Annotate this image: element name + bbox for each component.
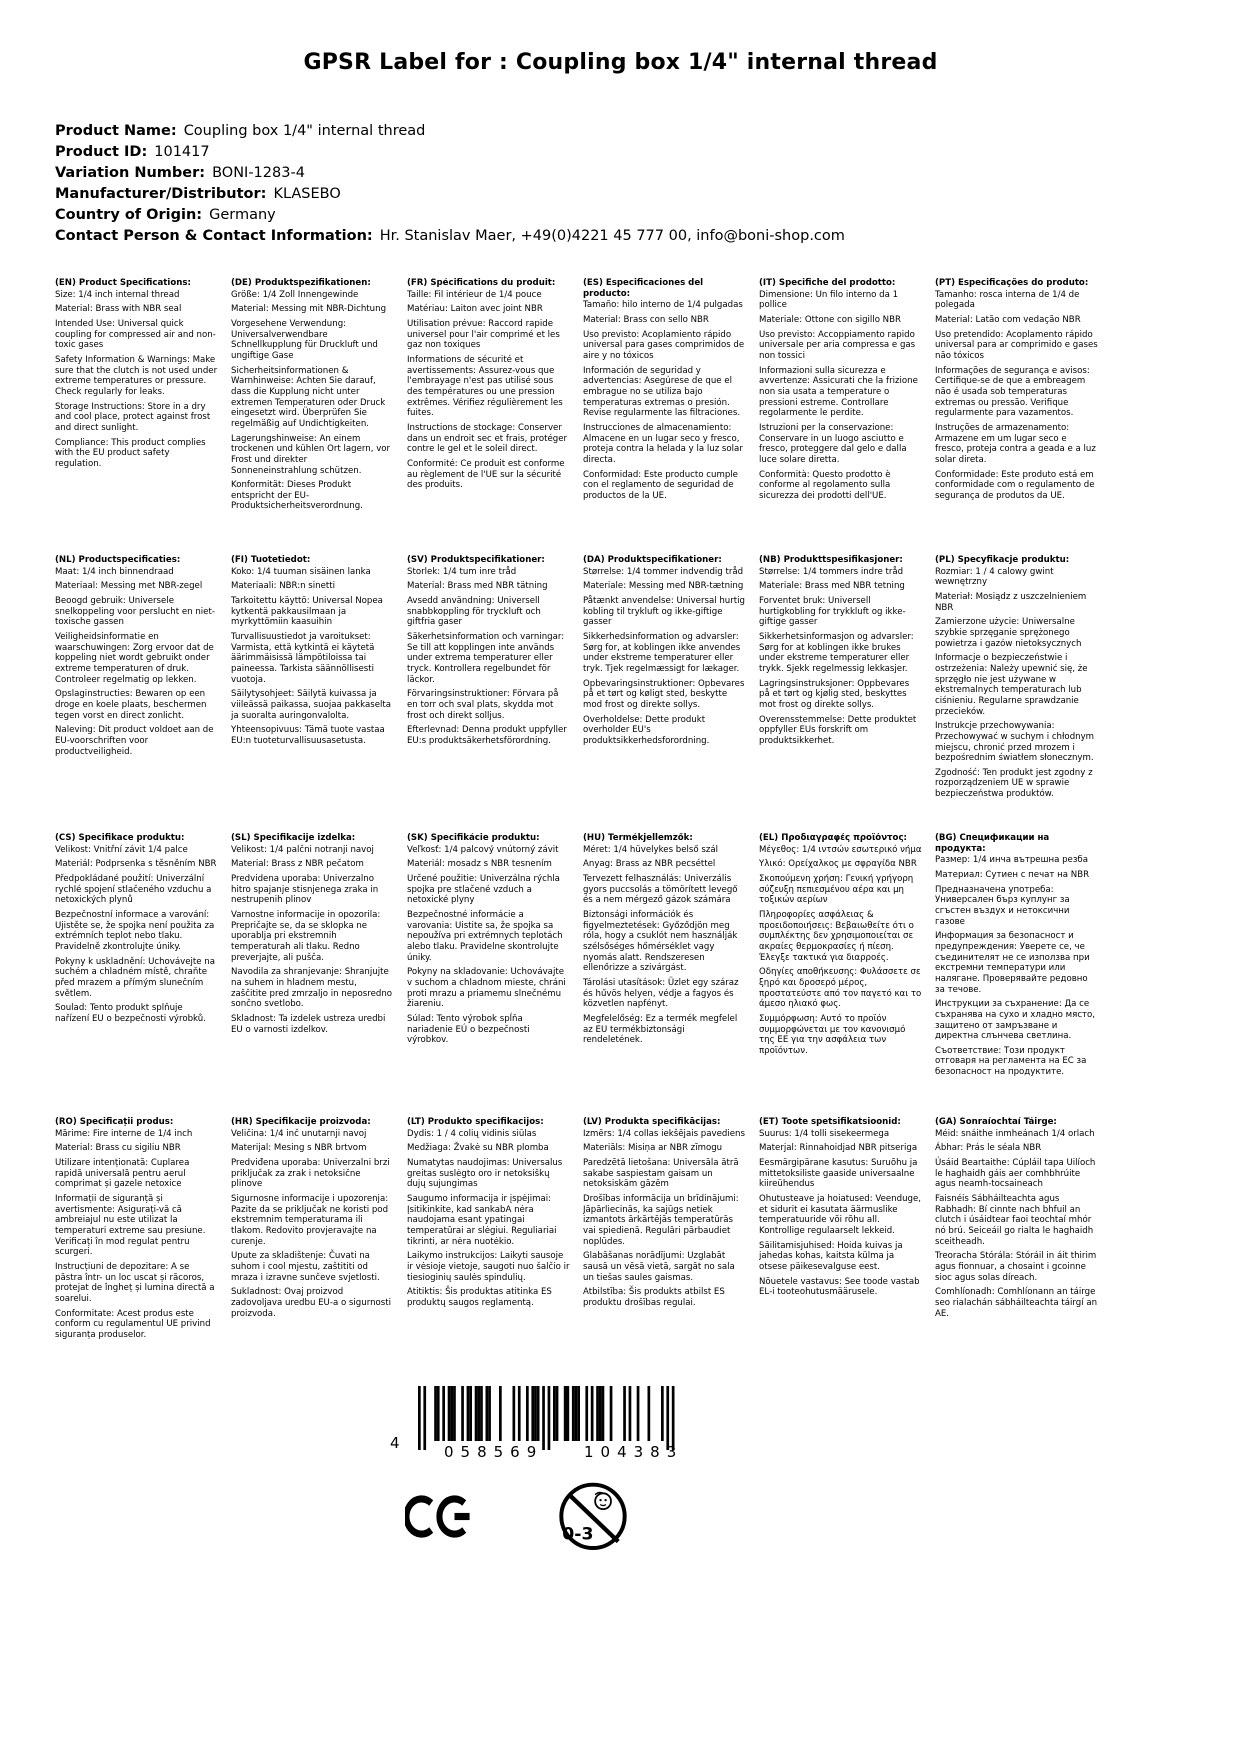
lang-block-sl [231, 833, 394, 1039]
lang-paragraph: Istruzioni per la conservazione: Conservare in un luogo asciutto e fresco, proteggere dal gelo e dalla luce solare diretta. [759, 422, 907, 465]
lang-paragraph: Instruções de armazenamento: Armazene em um lugar seco e fresco, proteja contra a geada e a luz solar direta. [935, 422, 1096, 465]
page-title: GPSR Label for : Coupling box 1/4" internal thread [303, 50, 938, 75]
lang-paragraph: Faisnéis Sábháilteachta agus Rabhadh: Bí cinnte nach bhfuil an clutch i úsáidtear faoi teochtaí mhór nó brú. Seiceáil go rialta le haghaidh sceitheadh. [935, 1193, 1094, 1247]
lang-paragraph: Förvaringsinstruktioner: Förvara på en torr och sval plats, skydda mot frost och direkt solljus. [407, 689, 559, 721]
lang-block-header: (DE) Produktspezifikationen: [231, 278, 371, 288]
lang-paragraph: Megfelelőség: Ez a termék megfelel az EU termékbiztonsági rendeletének. [583, 1013, 738, 1046]
lang-paragraph: Overholdelse: Dette produkt overholder EU's produktsikkerhedsforordning. [583, 714, 710, 746]
lang-block-header: (HU) Termékjellemzők: [583, 833, 693, 843]
lang-block-header: (ES) Especificaciones del producto: [583, 278, 704, 299]
lang-block-sk [407, 833, 570, 1050]
lang-block-fr [407, 278, 570, 495]
lang-paragraph: Säilitamisjuhised: Hoida kuivas ja jahedas kohas, kaitsta külma ja otsese päikesevalguse eest. [759, 1240, 903, 1272]
country-of-origin-label: Country of Origin: [55, 207, 203, 223]
lang-paragraph: Tárolási utasítások: Üzlet egy száraz és hűvös helyen, védje a fagyos és közvetlen napfényt. [583, 977, 739, 1010]
lang-paragraph: Instrukcje przechowywania: Przechowywać w suchym i chłodnym miejscu, chronić przed mrozem i bezpośrednim światłem słonecznym. [935, 721, 1095, 764]
lang-paragraph: Opslaginstructies: Bewaren op een droge en koele plaats, beschermen tegen vorst en direct zonlicht. [55, 689, 207, 721]
lang-block-hr [231, 1117, 394, 1323]
lang-paragraph: Materiale: Messing med NBR-tætning [583, 581, 744, 592]
lang-paragraph: Navodila za shranjevanje: Shranjujte na suhem in hladnem mestu, zaščitite pred zmrzaljo in neposredno sončno svetlobo. [231, 967, 393, 1010]
barcode [388, 1386, 688, 1471]
lang-paragraph: Maat: 1/4 inch binnendraad [55, 566, 174, 577]
lang-paragraph: Vorgesehene Verwendung: Universalverwendbare Schnellkupplung für Druckluft und ungiftige Gase [231, 318, 378, 361]
lang-paragraph: Zgodność: Ten produkt jest zgodny z rozporządzeniem UE w sprawie bezpieczeństwa produktów. [935, 767, 1093, 800]
lang-paragraph: Dydis: 1 / 4 colių vidinis siūlas [407, 1128, 537, 1139]
lang-paragraph: Veľkosť: 1/4 palcový vnútorný závit [407, 844, 559, 855]
lang-paragraph: Nõuetele vastavus: See toode vastab EL-i tooteohutusmäärusele. [759, 1276, 920, 1298]
lang-paragraph: Určené použitie: Univerzálna rýchla spojka pre stlačené vzduch a netoxické plyny [407, 873, 560, 906]
lang-paragraph: Lagringsinstruksjoner: Oppbevares på et tørt og kjølig sted, beskyttes mot frost og direkte sollys. [759, 678, 910, 710]
lang-paragraph: Påtænkt anvendelse: Universal hurtig kobling til trykluft og ikke-giftige gasser [583, 595, 745, 628]
barcode-bars [418, 1386, 675, 1450]
lang-paragraph: Materiál: Podprsenka s těsněním NBR [55, 859, 217, 870]
lang-block-cs [55, 833, 218, 1029]
lang-paragraph: Konformität: Dieses Produkt entspricht der EU-Produktsicherheitsverordnung. [231, 480, 363, 512]
lang-paragraph: Størrelse: 1/4 tommer indvendig tråd [583, 566, 744, 577]
lang-block-header: (FI) Tuotetiedot: [231, 555, 311, 565]
lang-paragraph: Biztonsági információk és figyelmeztetések: Győződjön meg róla, hogy a csuklót nem használják szélsőséges hőmérséklet vagy nyomás alatt. Rendszeresen ellenőrizze a szivárgást. [583, 909, 738, 974]
variation-number-row [55, 163, 845, 184]
lang-paragraph: Opbevaringsinstruktioner: Opbevares på et tørt og køligt sted, beskytte mod frost og direkte sollys. [583, 678, 745, 710]
lang-paragraph: Материал: Сутиен с печат на NBR [935, 869, 1090, 880]
lang-paragraph: Materjal: Rinnahoidjad NBR pitseriga [759, 1143, 918, 1154]
lang-paragraph: Skladnost: Ta izdelek ustreza uredbi EU o varnosti izdelkov. [231, 1013, 386, 1035]
lang-paragraph: Material: Latão com vedação NBR [935, 314, 1081, 325]
lang-paragraph: Uso pretendido: Acoplamento rápido universal para ar comprimido e gases não tóxicos [935, 329, 1098, 361]
lang-block-sv [407, 555, 570, 751]
lang-paragraph: Atbilstība: Šis produkts atbilst ES produktu drošības regulai. [583, 1287, 725, 1308]
lang-paragraph: Συμμόρφωση: Αυτό το προϊόν συμμορφώνεται με τον κανονισμό της ΕΕ για την ασφάλεια των προϊόντων. [759, 1013, 906, 1056]
lang-block-et [759, 1117, 922, 1302]
lang-paragraph: Efterlevnad: Denna produkt uppfyller EU:s produktsäkerhetsförordning. [407, 725, 567, 746]
lang-paragraph: Informații de siguranță și avertismente: Asigurați-vă că ambreiajul nu este utilizat la temperaturi extreme sau presiune. Verificați în mod regulat pentru scurgeri. [55, 1193, 206, 1258]
lang-paragraph: Atitiktis: Šis produktas atitinka ES produktų saugos reglamentą. [407, 1287, 552, 1308]
lang-paragraph: Předpokládané použití: Univerzální rychlé spojení stlačeného vzduchu a netoxických plynů [55, 873, 212, 906]
lang-paragraph: Material: Messing mit NBR-Dichtung [231, 304, 387, 315]
lang-paragraph: Material: Brass con sello NBR [583, 314, 709, 325]
lang-paragraph: Utilizare intenționată: Cuplarea rapidă universală pentru aerul comprimat și gazele netoxice [55, 1157, 190, 1190]
lang-block-header: (DA) Produktspecifikationer: [583, 555, 722, 565]
manufacturer-value: KLASEBO [273, 186, 341, 202]
lang-paragraph: Οδηγίες αποθήκευσης: Φυλάσσετε σε ξηρό και δροσερό μέρος, προστατεύστε από τον παγετό και το άμεσο ηλιακό φως. [759, 967, 922, 1010]
lang-paragraph: Mărime: Fire interne de 1/4 inch [55, 1128, 193, 1139]
lang-block-header: (SK) Špecifikácie produktu: [407, 833, 540, 843]
lang-block-es [583, 278, 746, 505]
lang-paragraph: Instrucțiuni de depozitare: A se păstra într- un loc uscat și răcoros, protejat de îngheț și lumina directă a soarelui. [55, 1261, 215, 1304]
lang-block-header: (NB) Produkttspesifikasjoner: [759, 555, 903, 565]
lang-paragraph: Materiaali: NBR:n sinetti [231, 581, 336, 592]
lang-block-header: (EN) Product Specifications: [55, 278, 191, 288]
lang-paragraph: Taille: Fil intérieur de 1/4 pouce [407, 289, 542, 300]
lang-paragraph: Comhlíonadh: Comhlíonann an táirge seo rialachán sábháilteachta táirgí an AE. [935, 1287, 1098, 1319]
lang-block-en [55, 278, 218, 474]
lang-paragraph: Méret: 1/4 hüvelykes belső szál [583, 844, 719, 855]
lang-paragraph: Πληροφορίες ασφάλειας & προειδοποιήσεις: Βεβαιωθείτε ότι ο συμπλέκτης δεν χρησιμοποιείται σε ακραίες θερμοκρασίες ή πίεση. Έλεγξε τακτικά για διαρροές. [759, 909, 914, 963]
lang-paragraph: Utilisation prévue: Raccord rapide universel pour l'air comprimé et les gaz non toxiques [407, 318, 560, 351]
product-name-row [55, 121, 845, 142]
lang-paragraph: Информация за безопасност и предупреждения: Уверете се, че съединителят не се използва при екстремни температури или налягане. Проверявайте редовно за течове. [935, 931, 1090, 995]
lang-paragraph: Bezpečnostné informácie a varovania: Uistite sa, že spojka sa nepoužíva pri extrémnych teplotách alebo tlaku. Pravidelne skontrolujte úniky. [407, 909, 563, 963]
lang-paragraph: Sikkerhedsinformation og advarsler: Sørg for, at koblingen ikke anvendes under ekstreme temperaturer eller tryk. Tjek regelmæssigt for lækager. [583, 631, 741, 674]
lang-paragraph: Eesmärgipärane kasutus: Suruõhu ja mittetoksiliste gaaside universaalne kiireühendus [759, 1157, 918, 1190]
lang-paragraph: Pokyny na skladovanie: Uchovávajte v suchom a chladnom mieste, chráni proti mrazu a priamemu slnečnému žiareniu. [407, 967, 566, 1010]
lang-block-pt [935, 278, 1098, 505]
lang-block-header: (RO) Specificații produs: [55, 1117, 174, 1127]
lang-paragraph: Rozmiar: 1 / 4 calowy gwint wewnętrzny [935, 566, 1054, 588]
ce-mark-icon [405, 1489, 471, 1544]
country-of-origin-row [55, 205, 845, 226]
lang-paragraph: Conformitate: Acest produs este conform cu regulamentul UE privind siguranța produselor. [55, 1308, 211, 1340]
lang-paragraph: Velikost: Vnitřní závit 1/4 palce [55, 844, 188, 855]
lang-block-ro [55, 1117, 218, 1344]
lang-paragraph: Overensstemmelse: Dette produktet oppfyller EUs forskrift om produktsikkerhet. [759, 714, 917, 746]
lang-block-header: (FR) Spécifications du produit: [407, 278, 556, 288]
contact-label: Contact Person & Contact Information: [55, 228, 373, 244]
lang-block-header: (GA) Sonraíochtaí Táirge: [935, 1117, 1057, 1127]
lang-paragraph: Upute za skladištenje: Čuvati na suhom i cool mjestu, zaštititi od mraza i izravne sunčeve svjetlosti. [231, 1251, 380, 1283]
lang-block-header: (CS) Specifikace produktu: [55, 833, 185, 843]
lang-paragraph: Pokyny k uskladnění: Uchovávejte na suchém a chladném místě, chraňte před mrazem a přímým slunečním světlem. [55, 956, 215, 999]
lang-block-fi [231, 555, 394, 751]
lang-block-header: (NL) Productspecificaties: [55, 555, 181, 565]
lang-paragraph: Koko: 1/4 tuuman sisäinen lanka [231, 566, 371, 577]
lang-paragraph: Treoracha Stórála: Stóráil in áit thirim agus fionnuar, a chosaint i gcoinne sioc agus solas díreach. [935, 1251, 1097, 1283]
lang-block-header: (EL) Προδιαγραφές προϊόντος: [759, 833, 907, 843]
lang-paragraph: Méid: snáithe inmheánach 1/4 orlach [935, 1128, 1095, 1139]
lang-paragraph: Glabāšanas norādījumi: Uzglabāt sausā un vēsā vietā, sargāt no sala un tiešas saules gaismas. [583, 1251, 735, 1283]
lang-paragraph: Storage Instructions: Store in a dry and cool place, protect against frost and direct sunlight. [55, 401, 211, 433]
lang-paragraph: Sukladnost: Ovaj proizvod zadovoljava uredbu EU-a o sigurnosti proizvoda. [231, 1287, 392, 1319]
lang-paragraph: Tervezett felhasználás: Univerzális gyors puccsolás a tömörített levegő és a nem mérgező gázok számára [583, 873, 738, 906]
product-info [55, 121, 845, 247]
lang-paragraph: Инструкции за съхранение: Да се съхранява на сухо и хладно място, защитено от замръзване и директна слънчева светлина. [935, 999, 1096, 1042]
product-name-label: Product Name: [55, 123, 177, 139]
lang-paragraph: Dimensione: Un filo interno da 1 pollice [759, 289, 899, 311]
lang-paragraph: Laikymo instrukcijos: Laikyti sausoje ir vėsioje vietoje, saugoti nuo šalčio ir tiesioginių saulės spindulių. [407, 1251, 570, 1283]
lang-paragraph: Turvallisuustiedot ja varoitukset: Varmista, että kytkintä ei käytetä äärimmäisissä lämpötiloissa tai paineessa. Tarkista säännöllisesti vuotoja. [231, 631, 375, 685]
lang-paragraph: Predviđena uporaba: Univerzalni brzi priključak za zrak i netoksične plinove [231, 1157, 390, 1190]
lang-block-header: (SV) Produktspecifikationer: [407, 555, 545, 565]
lang-paragraph: Sicherheitsinformationen & Warnhinweise: Achten Sie darauf, dass die Kupplung nicht unter extremen Temperaturen oder Druck eingesetzt wird. Überprüfen Sie regelmäßig auf Undichtigkeiten. [231, 365, 386, 429]
variation-number-value: BONI-1283-4 [212, 165, 305, 181]
lang-paragraph: Varnostne informacije in opozorila: Prepričajte se, da se sklopka ne uporablja pri ekstremnih temperaturah ali tlaku. Redno preverjajte, ali pušča. [231, 909, 381, 963]
lang-paragraph: Ábhar: Prás le séala NBR [935, 1143, 1042, 1154]
lang-paragraph: Material: Brass cu sigiliu NBR [55, 1143, 181, 1154]
lang-block-header: (PL) Specyfikacje produktu: [935, 555, 1070, 565]
lang-paragraph: Informacje o bezpieczeństwie i ostrzeżenia: Należy upewnić się, że sprzęgło nie jest używane w ekstremalnych temperaturach lub ciśnieniu. Regularne sprawdzanie przecieków. [935, 653, 1088, 717]
lang-block-header: (BG) Спецификации на продукта: [935, 833, 1050, 854]
lang-paragraph: Material: Brass z NBR pečatom [231, 859, 364, 870]
lang-paragraph: Informazioni sulla sicurezza e avvertenze: Assicurati che la frizione non sia usata a temperature o pressioni estreme. Controllare regolarmente le perdite. [759, 365, 918, 419]
lang-paragraph: Avsedd användning: Universell snabbkoppling för tryckluft och giftfria gaser [407, 595, 541, 628]
lang-paragraph: Conformidade: Este produto está em conformidade com o regulamento de segurança de produtos da UE. [935, 469, 1095, 501]
lang-block-hu [583, 833, 746, 1050]
lang-paragraph: Размер: 1/4 инча вътрешна резба [935, 855, 1088, 866]
lang-paragraph: Съответствие: Този продукт отговаря на регламента на ЕС за безопасност на продуктите. [935, 1045, 1087, 1078]
lang-paragraph: Materijal: Mesing s NBR brtvom [231, 1143, 367, 1154]
lang-paragraph: Uso previsto: Accoppiamento rapido universale per aria compressa e gas non tossici [759, 329, 916, 361]
lang-block-lv [583, 1117, 746, 1313]
lang-paragraph: Size: 1/4 inch internal thread [55, 289, 180, 300]
lang-paragraph: Saugumo informacija ir įspėjimai: Įsitikinkite, kad sankabA nėra naudojama esant ypatingai temperatūrai ar slėgiui. Reguliariai tikrinti, ar nėra nuotėkio. [407, 1193, 557, 1247]
lang-block-da [583, 555, 746, 751]
lang-paragraph: Ohutusteave ja hoiatused: Veenduge, et sidurit ei kasutata äärmuslike temperatuuride või rõhu all. Kontrollige regulaarselt lekkeid. [759, 1193, 921, 1236]
lang-paragraph: Safety Information & Warnings: Make sure that the clutch is not used under extreme temperatures or pressure. Check regularly for leaks. [55, 354, 218, 397]
lang-paragraph: Compliance: This product complies with the EU product safety regulation. [55, 437, 206, 469]
product-id-label: Product ID: [55, 144, 148, 160]
lang-paragraph: Súlad: Tento výrobok spĺňa nariadenie EÚ o bezpečnosti výrobkov. [407, 1013, 530, 1046]
contact-value: Hr. Stanislav Maer, +49(0)4221 45 777 00, info@boni-shop.com [379, 228, 845, 244]
lang-block-header: (PT) Especificações do produto: [935, 278, 1089, 288]
lang-block-it [759, 278, 922, 505]
lang-paragraph: Conformidad: Este producto cumple con el reglamento de seguridad de productos de la UE. [583, 469, 738, 501]
lang-paragraph: Conformità: Questo prodotto è conforme al regolamento sulla sicurezza dei prodotti dell'UE. [759, 469, 891, 501]
lang-block-header: (LT) Produkto specifikacijos: [407, 1117, 544, 1127]
lang-paragraph: Sigurnosne informacije i upozorenja: Pazite da se priključak ne koristi pod ekstremnim temperaturama ili tlakom. Redovito provjeravajte na curenje. [231, 1193, 389, 1247]
lang-paragraph: Informations de sécurité et avertissements: Assurez-vous que l'embrayage n'est pas utilisé sous des températures ou une pression extrêmes. Vérifiez régulièrement les fuites. [407, 354, 563, 419]
lang-block-header: (HR) Specifikacije proizvoda: [231, 1117, 371, 1127]
lang-paragraph: Numatytas naudojimas: Universalus greitas suslėgto oro ir netoksiškų dujų sujungimas [407, 1157, 563, 1190]
lang-paragraph: Yhteensopivuus: Tämä tuote vastaa EU:n tuoteturvallisuusasetusta. [231, 725, 385, 746]
lang-paragraph: Größe: 1/4 Zoll Innengewinde [231, 289, 359, 300]
lang-paragraph: Paredzētā lietošana: Universāla ātrā sakabe saspiestam gaisam un netoksiskām gāzēm [583, 1157, 739, 1190]
lang-paragraph: Naleving: Dit product voldoet aan de EU-voorschriften voor productveiligheid. [55, 725, 214, 757]
variation-number-label: Variation Number: [55, 165, 206, 181]
lang-paragraph: Conformité: Ce produit est conforme au règlement de l'UE sur la sécurité des produits. [407, 458, 565, 491]
language-blocks-grid [55, 278, 1115, 1344]
lang-paragraph: Intended Use: Universal quick coupling for compressed air and non-toxic gases [55, 318, 216, 351]
lang-paragraph: Instrucciones de almacenamiento: Almacene en un lugar seco y fresco, proteja contra la helada y la luz solar directa. [583, 422, 743, 465]
lang-paragraph: Lagerungshinweise: An einem trockenen und kühlen Ort lagern, vor Frost und direkter Sonneneinstrahlung schützen. [231, 433, 391, 476]
lang-paragraph: Materiale: Brass med NBR tetning [759, 581, 905, 592]
lang-paragraph: Säkerhetsinformation och varningar: Se till att kopplingen inte används under extrema temperaturer eller tryck. Kontrollera regelbundet för läckor. [407, 631, 565, 685]
lang-block-header: (SL) Specifikacije izdelka: [231, 833, 356, 843]
lang-paragraph: Storlek: 1/4 tum inre tråd [407, 566, 517, 577]
barcode-left-digits: 058569 [444, 1443, 544, 1461]
lang-paragraph: Materiał: Mosiądz z uszczelnieniem NBR [935, 591, 1087, 613]
lang-paragraph: Velikost: 1/4 palčni notranji navoj [231, 844, 374, 855]
lang-paragraph: Bezpečnostní informace a varování: Ujistěte se, že spojka není použita za extrémních teplot nebo tlaku. Pravidelně zkontrolujte úniky. [55, 909, 215, 952]
lang-paragraph: Tarkoitettu käyttö: Universal Nopea kytkentä pakkausilmaan ja myrkyttömiin kaasuihin [231, 595, 383, 628]
lang-block-bg [935, 833, 1098, 1082]
lang-paragraph: Predvidena uporaba: Univerzalno hitro spajanje stisnjenega zraka in nestrupenih plinov [231, 873, 379, 906]
lang-paragraph: Soulad: Tento produkt splňuje nařízení EU o bezpečnosti výrobků. [55, 1003, 206, 1024]
lang-paragraph: Matériau: Laiton avec joint NBR [407, 304, 543, 315]
product-id-row [55, 142, 845, 163]
lang-block-header: (ET) Toote spetsifikatsioonid: [759, 1117, 901, 1127]
barcode-right-digits: 104383 [584, 1443, 684, 1461]
country-of-origin-value: Germany [209, 207, 276, 223]
lang-paragraph: Veličina: 1/4 inč unutarnji navoj [231, 1128, 367, 1139]
lang-paragraph: Medžiaga: Žvakė su NBR plomba [407, 1143, 549, 1154]
lang-paragraph: Størrelse: 1/4 tommers indre tråd [759, 566, 904, 577]
lang-paragraph: Предназначена употреба: Универсален бърз куплунг за сгъстен въздух и нетоксични газове [935, 884, 1070, 927]
lang-paragraph: Úsáid Beartaithe: Cúpláil tapa Uilíoch le haghaidh gáis aer comhbhrúite agus neamh-tocsaineach [935, 1157, 1096, 1190]
lang-block-nl [55, 555, 218, 761]
lang-paragraph: Instructions de stockage: Conserver dans un endroit sec et frais, protéger contre le gel et le soleil direct. [407, 422, 568, 455]
lang-paragraph: Materiāls: Misiņa ar NBR zīmogu [583, 1143, 723, 1154]
age-warning-icon [557, 1478, 629, 1554]
lang-block-de [231, 278, 394, 516]
lang-block-nb [759, 555, 922, 751]
lang-block-lt [407, 1117, 570, 1313]
lang-paragraph: Material: Brass with NBR seal [55, 304, 182, 315]
lang-paragraph: Tamaño: hilo interno de 1/4 pulgadas [583, 300, 743, 311]
lang-block-pl [935, 555, 1098, 804]
age-warning-label: 0-3 [562, 1524, 594, 1545]
lang-block-header: (LV) Produkta specifikācijas: [583, 1117, 721, 1127]
lang-block-header: (IT) Specifiche del prodotto: [759, 278, 896, 288]
lang-paragraph: Drošības informācija un brīdinājumi: Jāpārliecinās, ka sajūgs netiek izmantots ārkārtējās temperatūrās vai spiedienā. Regulāri pārbaudiet noplūdes. [583, 1193, 739, 1247]
lang-paragraph: Suurus: 1/4 tolli sisekeermega [759, 1128, 890, 1139]
lang-paragraph: Μέγεθος: 1/4 ιντσών εσωτερικό νήμα [759, 844, 922, 855]
lang-paragraph: Tamanho: rosca interna de 1/4 de polegada [935, 289, 1080, 311]
lang-paragraph: Säilytysohjeet: Säilytä kuivassa ja viileässä paikassa, suojaa pakkaselta ja suoralta auringonvalolta. [231, 689, 392, 721]
lang-paragraph: Información de seguridad y advertencias: Asegúrese de que el embrague no se utiliza bajo temperaturas extremas o presión. Revise regularmente las filtraciones. [583, 365, 741, 419]
lang-paragraph: Σκοπούμενη χρήση: Γενική γρήγορη σύζευξη πεπιεσμένου αέρα και μη τοξικών αερίων [759, 873, 914, 906]
lang-paragraph: Materiale: Ottone con sigillo NBR [759, 314, 901, 325]
lang-paragraph: Uso previsto: Acoplamiento rápido universal para gases comprimidos de aire y no tóxicos [583, 329, 745, 361]
product-id-value: 101417 [154, 144, 210, 160]
lang-paragraph: Υλικό: Ορείχαλκος με σφραγίδα NBR [759, 859, 917, 870]
lang-paragraph: Beoogd gebruik: Universele snelkoppeling voor perslucht en niet-toxische gassen [55, 595, 215, 628]
barcode-first-digit: 4 [390, 1434, 400, 1452]
lang-paragraph: Materiaal: Messing met NBR-zegel [55, 581, 203, 592]
manufacturer-label: Manufacturer/Distributor: [55, 186, 267, 202]
manufacturer-row [55, 184, 845, 205]
lang-paragraph: Materiál: mosadz s NBR tesnením [407, 859, 552, 870]
product-name-value: Coupling box 1/4" internal thread [183, 123, 426, 139]
lang-paragraph: Informações de segurança e avisos: Certifique-se de que a embreagem não é usada sob temperaturas extremas ou pressão. Verifique regularmente para vazamentos. [935, 365, 1090, 419]
lang-paragraph: Material: Brass med NBR tätning [407, 581, 548, 592]
lang-paragraph: Zamierzone użycie: Uniwersalne szybkie sprzęganie sprężonego powietrza i gazów nietoksycznych [935, 617, 1082, 649]
lang-paragraph: Sikkerhetsinformasjon og advarsler: Sørg for at koblingen ikke brukes under ekstreme temperaturer eller trykk. Sjekk regelmessig lekkasjer. [759, 631, 914, 674]
lang-paragraph: Forventet bruk: Universell hurtigkobling for trykkluft og ikke-giftige gasser [759, 595, 906, 628]
lang-block-ga [935, 1117, 1098, 1323]
lang-paragraph: Anyag: Brass az NBR pecséttel [583, 859, 716, 870]
contact-row [55, 226, 845, 247]
lang-block-el [759, 833, 922, 1060]
lang-paragraph: Veiligheidsinformatie en waarschuwingen: Zorg ervoor dat de koppeling niet wordt gebruikt onder extreme temperaturen of druk. Controleer regelmatig op lekken. [55, 631, 214, 685]
lang-paragraph: Izmērs: 1/4 collas iekšējais pavediens [583, 1128, 745, 1139]
